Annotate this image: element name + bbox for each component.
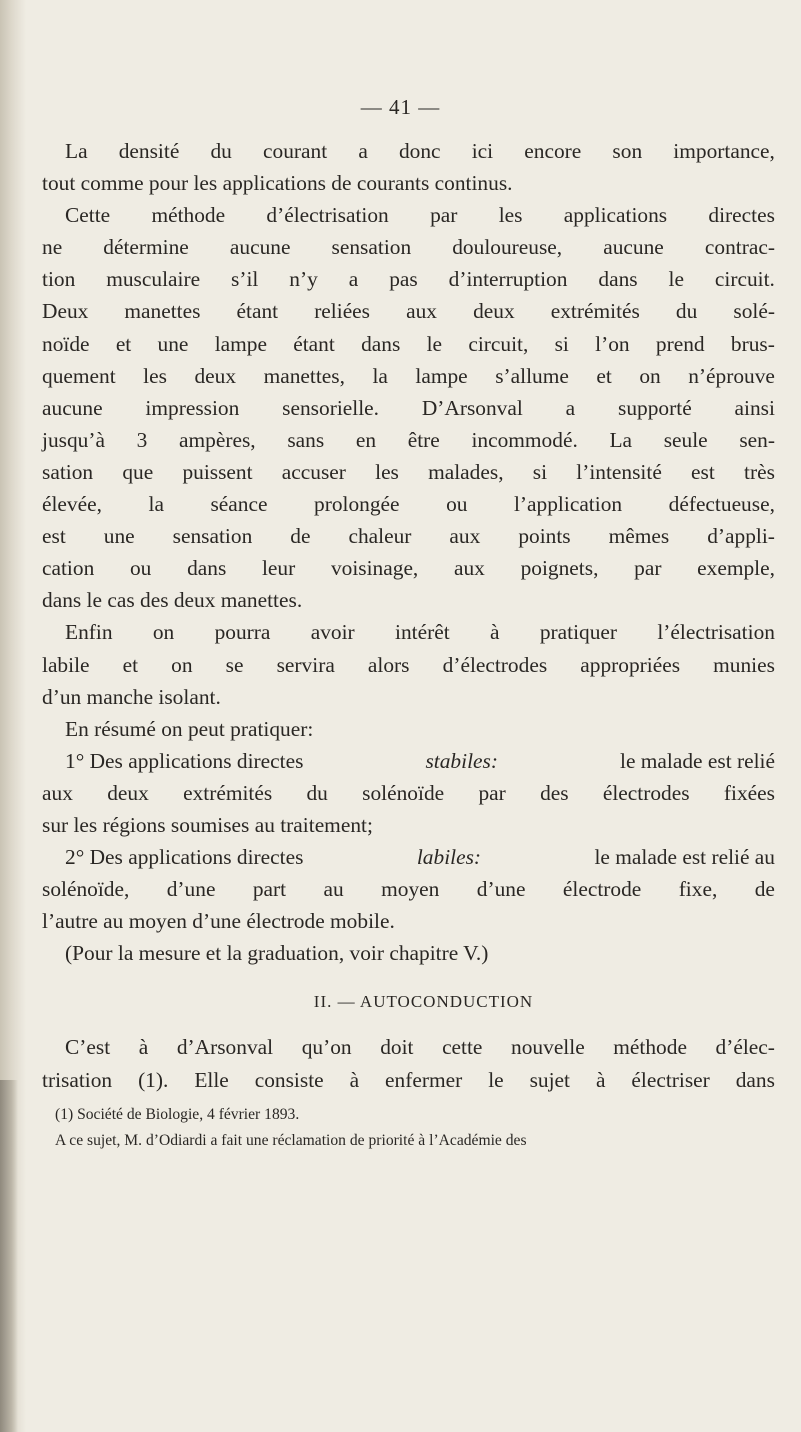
word: supporté	[618, 395, 692, 420]
word: avoir	[310, 620, 355, 645]
text-line	[42, 424, 775, 456]
word: donc	[398, 139, 441, 163]
word: appropriées	[580, 652, 681, 677]
word: La	[609, 427, 633, 452]
word: ou	[129, 556, 152, 581]
word: munies	[713, 652, 775, 677]
word: dans	[598, 267, 638, 292]
word: s’il	[231, 267, 259, 292]
text-line	[42, 777, 775, 809]
word: seule	[663, 427, 708, 452]
word: a	[358, 139, 368, 163]
word: enfermer	[385, 1067, 463, 1092]
word: labile	[42, 652, 90, 677]
word: doit	[380, 1035, 414, 1060]
word: fixe,	[678, 877, 718, 902]
word: on	[152, 620, 175, 645]
word: les	[143, 363, 167, 388]
text-span: 2° Des applications directes	[65, 845, 304, 870]
word: tion	[42, 267, 76, 292]
text-line: dans le cas des deux manettes.	[42, 588, 303, 613]
word: (1).	[138, 1067, 169, 1092]
word: est	[42, 524, 66, 549]
word: et	[122, 652, 139, 677]
word: prend	[655, 331, 705, 356]
text-line	[42, 488, 775, 520]
word: étant	[293, 331, 335, 356]
word: manettes,	[263, 363, 345, 388]
text-span: le malade est relié au	[594, 845, 775, 870]
word: puissent	[182, 459, 253, 484]
text-line	[42, 263, 775, 295]
word: deux	[473, 299, 515, 324]
word: qu’on	[301, 1035, 352, 1060]
page-edge-binding	[0, 1080, 18, 1432]
word: dans	[735, 1067, 775, 1092]
word: s’allume	[495, 363, 569, 388]
word: reliées	[314, 299, 371, 324]
word: extrémités	[183, 780, 273, 805]
text-span: 1° Des applications directes	[65, 748, 304, 773]
word: aux	[406, 299, 437, 324]
word: par	[634, 556, 662, 581]
word: importance,	[673, 139, 775, 163]
word: ampères,	[179, 427, 256, 452]
word: lampe	[415, 363, 468, 388]
word: des	[540, 780, 569, 805]
word: l’intensité	[576, 459, 662, 484]
word: à	[138, 1035, 149, 1060]
word: si	[532, 459, 548, 484]
word: si	[554, 331, 569, 356]
word: le	[426, 331, 443, 356]
word: Cette	[65, 203, 111, 228]
word: moyen	[381, 877, 440, 902]
text-line	[42, 328, 775, 360]
word: Deux	[42, 299, 89, 324]
word: sation	[42, 459, 94, 484]
word: méthode	[151, 203, 226, 228]
word: sans	[287, 427, 325, 452]
word: densité	[118, 139, 180, 163]
word: du	[675, 299, 698, 324]
footnotes	[42, 1102, 775, 1154]
word: manettes	[124, 299, 201, 324]
word: d’Arsonval	[176, 1035, 274, 1060]
text-line	[42, 649, 775, 681]
word: poignets,	[520, 556, 599, 581]
word: de	[290, 524, 311, 549]
word: du	[306, 780, 328, 805]
page-body	[42, 135, 775, 1154]
text-line	[42, 520, 775, 552]
word: ne	[42, 235, 63, 260]
word: le	[488, 1067, 504, 1092]
word: dans	[361, 331, 401, 356]
word: du	[210, 139, 232, 163]
text-line: tout comme pour les applications de courants continus.	[42, 171, 513, 196]
word: trisation	[42, 1067, 113, 1092]
text-span: le malade est relié	[620, 748, 775, 773]
word: l’application	[513, 492, 623, 517]
word: applications	[563, 203, 668, 228]
word: détermine	[103, 235, 189, 260]
word: sensorielle.	[282, 395, 379, 420]
word: dans	[187, 556, 227, 581]
word: par	[430, 203, 458, 228]
word: d’appli-	[707, 524, 775, 549]
word: électrodes	[602, 780, 690, 805]
word: cation	[42, 556, 95, 581]
word: pas	[389, 267, 418, 292]
text-line	[42, 456, 775, 488]
word: aucune	[42, 395, 103, 420]
word: à	[489, 620, 500, 645]
word: solé-	[733, 299, 775, 324]
text-line: l’autre au moyen d’une électrode mobile.	[42, 909, 395, 934]
word: une	[103, 524, 135, 549]
footnote: A ce sujet, M. d’Odiardi a fait une réclamation de priorité à l’Académie des	[55, 1131, 527, 1149]
word: électriser	[631, 1067, 710, 1092]
word: d’électrodes	[442, 652, 548, 677]
word: méthode	[613, 1035, 687, 1060]
word: mêmes	[608, 524, 670, 549]
word: aucune	[603, 235, 664, 260]
word: sensation	[331, 235, 412, 260]
word: sen-	[739, 427, 775, 452]
word: d’une	[166, 877, 216, 902]
word: très	[744, 459, 775, 484]
word: consiste	[254, 1067, 324, 1092]
word: circuit.	[714, 267, 775, 292]
word: fixées	[723, 780, 775, 805]
word: on	[171, 652, 193, 677]
word: la	[148, 492, 164, 517]
text-line	[42, 135, 775, 167]
word: intérêt	[395, 620, 450, 645]
word: deux	[194, 363, 237, 388]
word: sujet	[529, 1067, 570, 1092]
word: électrode	[562, 877, 642, 902]
word: se	[225, 652, 244, 677]
word: brus-	[730, 331, 775, 356]
word: la	[372, 363, 388, 388]
word: n’y	[289, 267, 318, 292]
word: aux	[449, 524, 481, 549]
word: jusqu’à	[42, 427, 105, 452]
word: musculaire	[106, 267, 201, 292]
footnote: (1) Société de Biologie, 4 février 1893.	[55, 1105, 300, 1123]
page-number: — 41 —	[360, 95, 441, 119]
text-line	[42, 745, 775, 777]
text-line	[42, 841, 775, 873]
word: Elle	[194, 1067, 229, 1092]
word: cette	[442, 1035, 483, 1060]
word: au	[323, 877, 344, 902]
section-heading: II. — AUTOCONDUCTION	[313, 992, 534, 1012]
word: à	[349, 1067, 360, 1092]
text-line: En résumé on peut pratiquer:	[65, 716, 314, 741]
word: circuit,	[468, 331, 529, 356]
word: encore	[524, 139, 582, 163]
word: l’électrisation	[657, 620, 775, 645]
text-line: sur les régions soumises au traitement;	[42, 812, 373, 837]
word: alors	[367, 652, 410, 677]
word: les	[498, 203, 523, 228]
word: quement	[42, 363, 116, 388]
word: a	[348, 267, 359, 292]
text-line	[42, 392, 775, 424]
word: solénoïde	[362, 780, 445, 805]
word: pratiquer	[539, 620, 618, 645]
text-line	[42, 1064, 775, 1096]
word: être	[407, 427, 440, 452]
word: d’élec-	[715, 1035, 775, 1060]
word: par	[478, 780, 506, 805]
word: défectueuse,	[668, 492, 775, 517]
word: le	[668, 267, 684, 292]
word: les	[375, 459, 399, 484]
text-line	[42, 616, 775, 648]
word: noïde	[42, 331, 90, 356]
word: en	[355, 427, 377, 452]
word: 3	[136, 427, 148, 452]
word: l’on	[595, 331, 630, 356]
text-span-italic: labiles:	[416, 845, 482, 870]
word: aux	[453, 556, 485, 581]
text-span-italic: stabiles:	[425, 748, 498, 773]
word: malades,	[428, 459, 504, 484]
word: courant	[263, 139, 328, 163]
word: exemple,	[697, 556, 775, 581]
word: d’une	[476, 877, 526, 902]
word: contrac-	[704, 235, 775, 260]
word: aucune	[229, 235, 291, 260]
word: C’est	[65, 1035, 111, 1060]
text-line: d’un manche isolant.	[42, 684, 221, 709]
word: pourra	[214, 620, 271, 645]
word: étant	[236, 299, 279, 324]
word: à	[595, 1067, 606, 1092]
word: accuser	[281, 459, 346, 484]
word: d’interruption	[448, 267, 568, 292]
word: et	[115, 331, 132, 356]
text-line	[42, 1031, 775, 1063]
word: servira	[276, 652, 335, 677]
word: prolongée	[314, 492, 400, 517]
word: aux	[42, 780, 73, 805]
text-line	[42, 360, 775, 392]
word: son	[612, 139, 643, 163]
word: d’électrisation	[266, 203, 389, 228]
word: que	[122, 459, 154, 484]
word: deux	[107, 780, 149, 805]
word: leur	[261, 556, 296, 581]
word: douloureuse,	[452, 235, 563, 260]
word: ou	[446, 492, 468, 517]
word: lampe	[214, 331, 267, 356]
word: séance	[210, 492, 268, 517]
text-line: (Pour la mesure et la graduation, voir chapitre V.)	[65, 941, 489, 966]
word: D’Arsonval	[421, 395, 523, 420]
word: on	[639, 363, 661, 388]
word: ainsi	[734, 395, 775, 420]
word: incommodé.	[471, 427, 578, 452]
word: directes	[708, 203, 775, 228]
word: Enfin	[65, 620, 113, 645]
word: a	[565, 395, 576, 420]
text-line	[42, 295, 775, 327]
word: et	[596, 363, 612, 388]
word: n’éprouve	[688, 363, 775, 388]
word: La	[65, 139, 88, 163]
word: élevée,	[42, 492, 102, 517]
word: part	[252, 877, 287, 902]
word: impression	[145, 395, 240, 420]
word: extrémités	[550, 299, 640, 324]
word: est	[691, 459, 715, 484]
word: voisinage,	[330, 556, 419, 581]
word: de	[754, 877, 775, 902]
word: sensation	[172, 524, 253, 549]
word: points	[518, 524, 571, 549]
text-line	[42, 552, 775, 584]
word: nouvelle	[511, 1035, 585, 1060]
word: une	[157, 331, 189, 356]
text-line	[42, 199, 775, 231]
word: ici	[471, 139, 494, 163]
text-line	[42, 873, 775, 905]
word: chaleur	[348, 524, 412, 549]
text-line	[42, 231, 775, 263]
word: solénoïde,	[42, 877, 130, 902]
